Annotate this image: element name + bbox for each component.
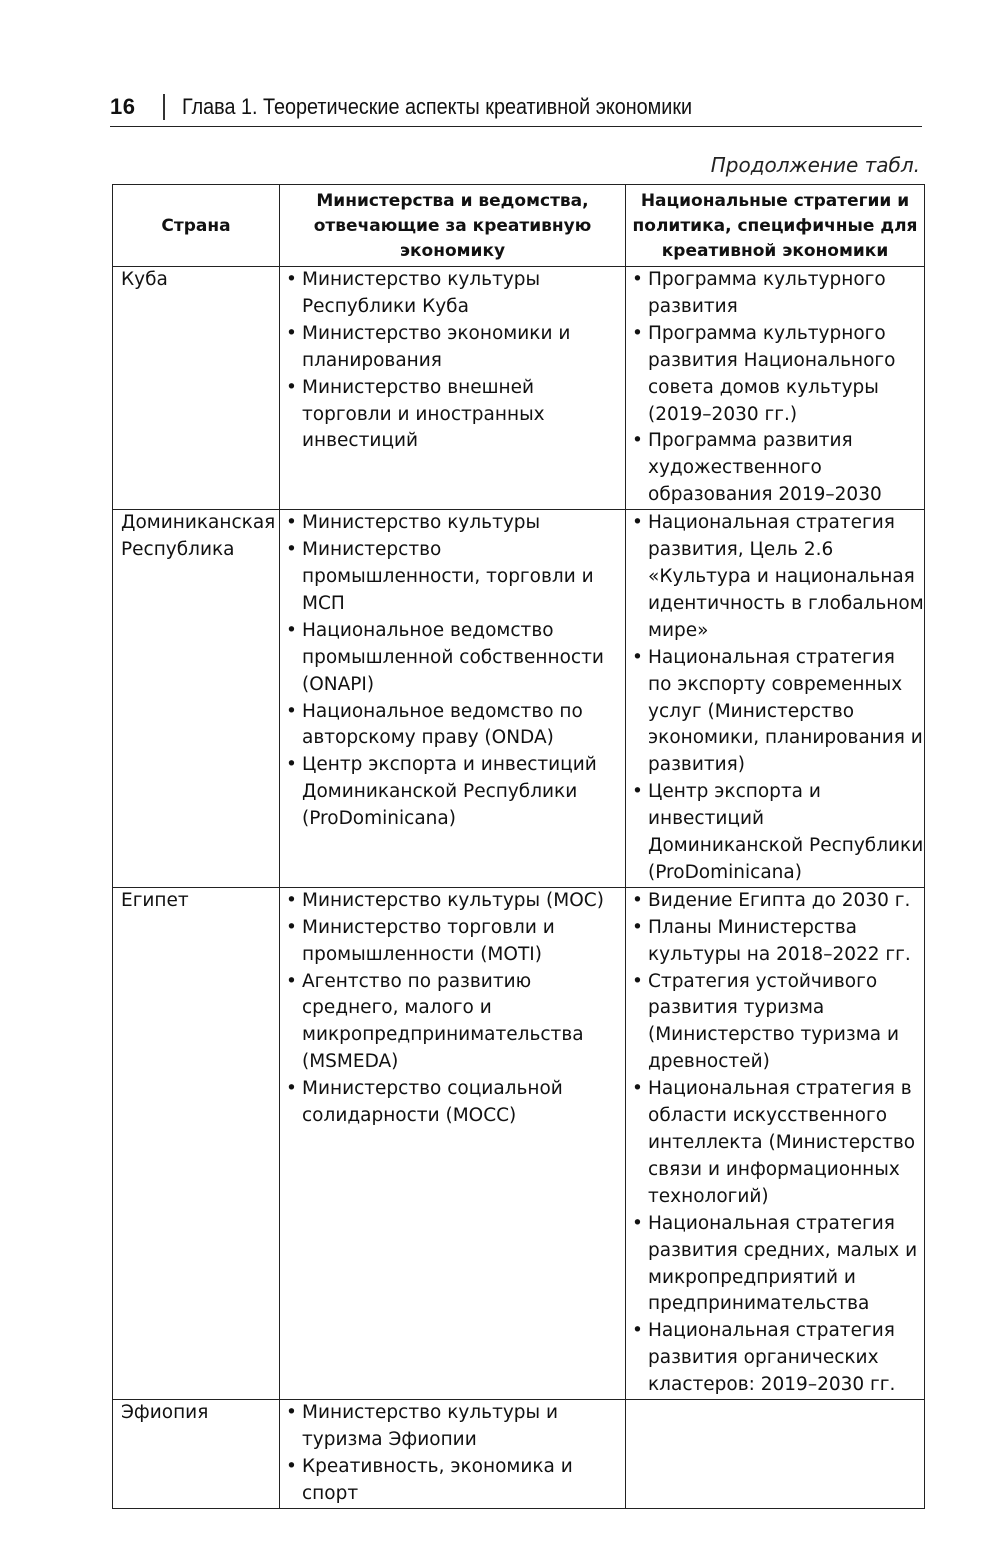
strategy-item: • Национальная стратегия развития органических кластеров: 2019–2030 гг. [632, 1318, 924, 1399]
strategy-item: • Национальная стратегия развития, Цель 2.6 «Культура и национальная идентичность в глобальном мире» [632, 510, 924, 645]
ministry-item: • Министерство внешней торговли и иностранных инвестиций [286, 375, 625, 456]
ministry-item: • Министерство торговли и промышленности (MOTI) [286, 915, 625, 969]
ministry-item: • Агентство по развитию среднего, малого и микропредпринимательства (MSMEDA) [286, 969, 625, 1077]
table-header-row [113, 185, 925, 267]
chapter-title: Глава 1. Теоретические аспекты креативной экономики [181, 94, 693, 119]
strategies-cell [626, 510, 925, 888]
running-header [110, 88, 922, 127]
ministries-cell [280, 510, 626, 888]
strategy-item: • Национальная стратегия по экспорту современных услуг (Министерство экономики, планирования и развития) [632, 645, 924, 780]
country-cell: Египет [113, 887, 280, 1399]
strategy-item: • Видение Египта до 2030 г. [632, 888, 924, 915]
strategy-item: • Планы Министерства культуры на 2018–2022 гг. [632, 915, 924, 969]
strategy-item: • Программа культурного развития Национального совета домов культуры (2019–2030 гг.) [632, 321, 924, 429]
ministry-item: • Министерство экономики и планирования [286, 321, 625, 375]
creative-economy-table [112, 184, 925, 1509]
ministry-item: • Креативность, экономика и спорт [286, 1454, 625, 1508]
ministry-item: • Министерство культуры [286, 510, 625, 537]
table-row [113, 510, 925, 888]
ministries-cell [280, 887, 626, 1399]
column-header-strategies: Национальные стратегии и политика, специфичные для креативной экономики [626, 185, 925, 267]
table-continuation-label: Продолжение табл. [710, 153, 920, 177]
table-row [113, 1400, 925, 1509]
country-cell: Доминиканская Республика [113, 510, 280, 888]
ministries-cell [280, 1400, 626, 1509]
strategies-cell [626, 887, 925, 1399]
header-divider [163, 94, 165, 120]
strategy-item: • Центр экспорта и инвестиций Доминиканской Республики (ProDominicana) [632, 779, 924, 887]
column-header-country: Страна [113, 185, 280, 267]
ministry-item: • Министерство культуры Республики Куба [286, 267, 625, 321]
column-header-ministries: Министерства и ведомства, отвечающие за креативную экономику [280, 185, 626, 267]
ministry-item: • Министерство промышленности, торговли и МСП [286, 537, 625, 618]
ministry-item: • Национальное ведомство промышленной собственности (ONAPI) [286, 618, 625, 699]
ministry-item: • Министерство социальной солидарности (MOCC) [286, 1076, 625, 1130]
ministry-item: • Министерство культуры (MOC) [286, 888, 625, 915]
strategy-item: • Программа культурного развития [632, 267, 924, 321]
country-cell: Эфиопия [113, 1400, 280, 1509]
ministries-cell [280, 267, 626, 510]
strategy-item: • Программа развития художественного образования 2019–2030 [632, 428, 924, 509]
strategies-cell [626, 1400, 925, 1509]
strategy-item: • Национальная стратегия в области искусственного интеллекта (Министерство связи и информационных технологий) [632, 1076, 924, 1211]
page-number: 16 [110, 94, 136, 119]
strategies-cell [626, 267, 925, 510]
table-row [113, 267, 925, 510]
country-cell: Куба [113, 267, 280, 510]
ministry-item: • Центр экспорта и инвестиций Доминиканской Республики (ProDominicana) [286, 752, 625, 833]
ministry-item: • Национальное ведомство по авторскому праву (ONDA) [286, 699, 625, 753]
table-row [113, 887, 925, 1399]
strategy-item: • Стратегия устойчивого развития туризма (Министерство туризма и древностей) [632, 969, 924, 1077]
strategy-item: • Национальная стратегия развития средних, малых и микропредприятий и предпринимательства [632, 1211, 924, 1319]
ministry-item: • Министерство культуры и туризма Эфиопии [286, 1400, 625, 1454]
